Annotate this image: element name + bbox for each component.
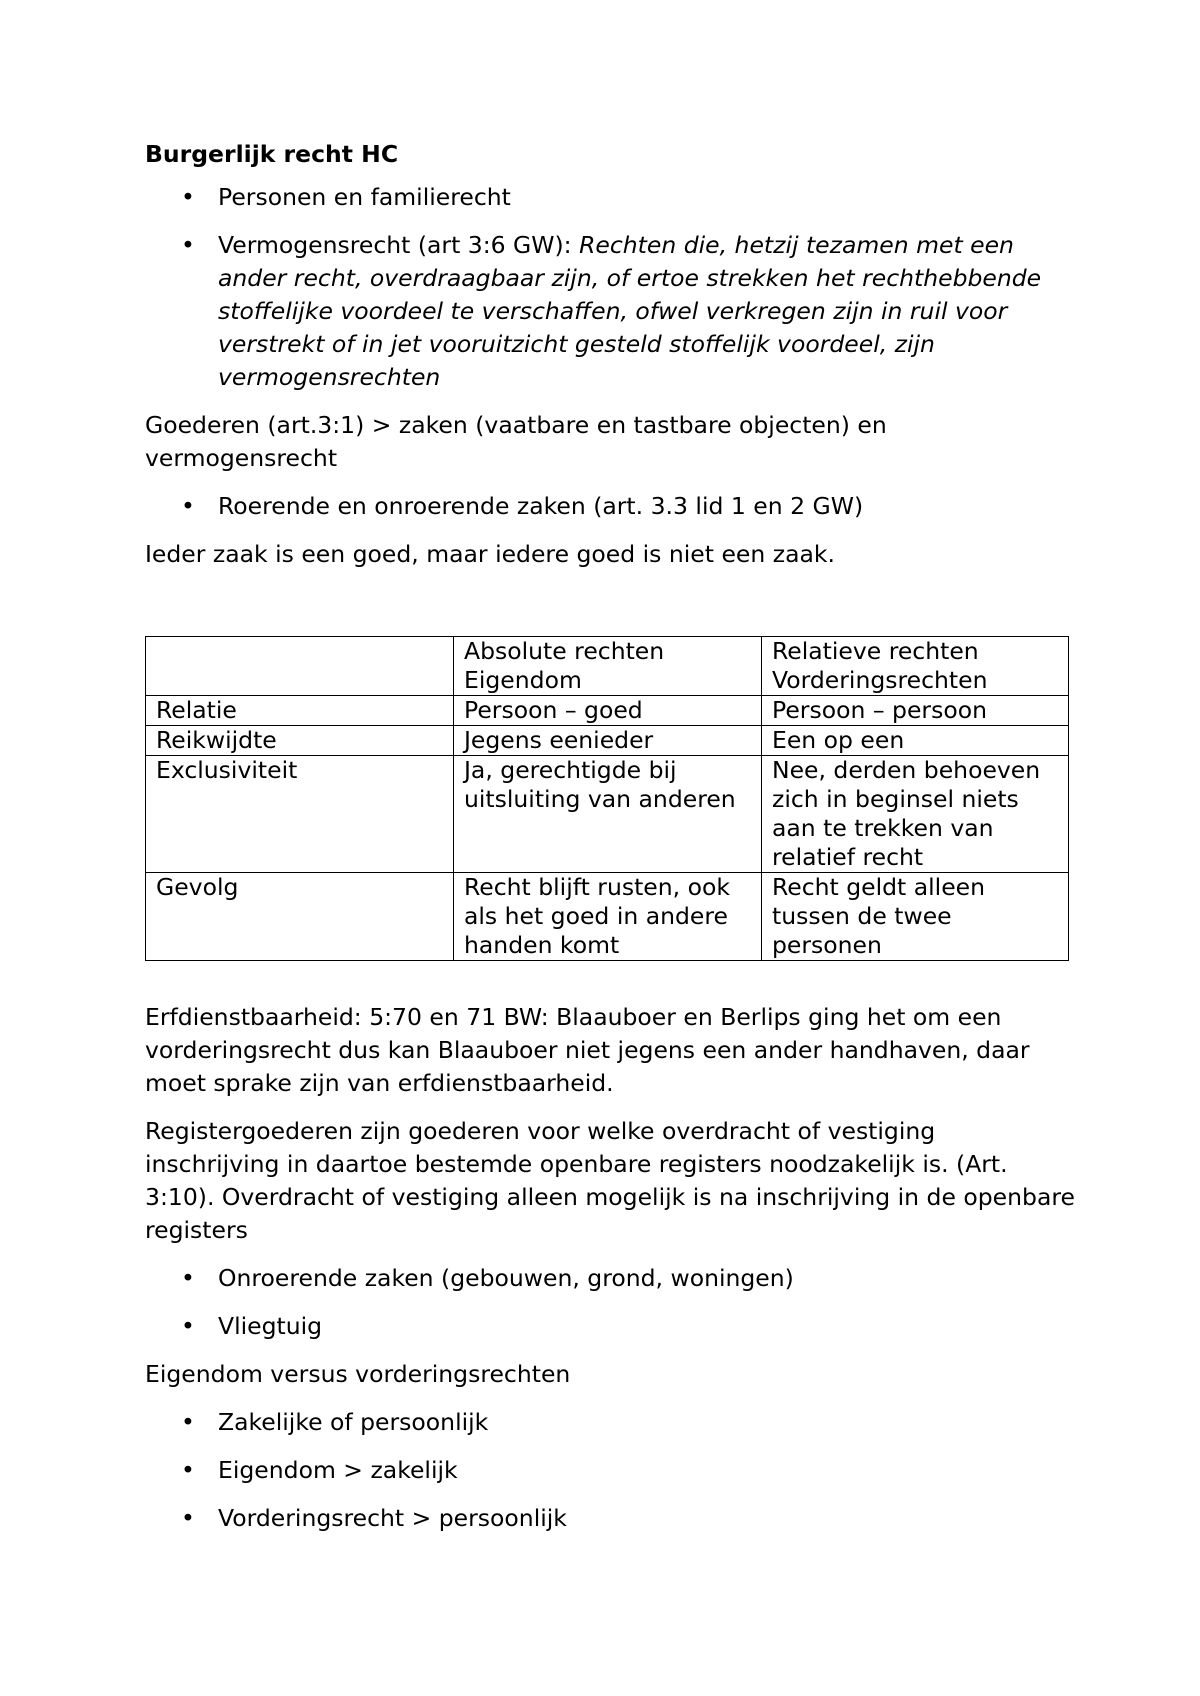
paragraph-goederen: Goederen (art.3:1) > zaken (vaatbare en tastbare objecten) en vermogensrecht [145, 411, 887, 472]
document-page [145, 138, 1075, 1550]
list-item: • Personen en familierecht [145, 181, 1075, 214]
bullet-list-registergoederen [145, 1262, 1075, 1343]
table-row-label: Reikwijdte [146, 726, 454, 756]
bullet-list-eigendom [145, 1406, 1075, 1535]
header-line: Eigendom [464, 666, 582, 694]
list-item: • Roerende en onroerende zaken (art. 3.3 lid 1 en 2 GW) [145, 490, 1075, 523]
spacer [145, 586, 1075, 636]
bullet-list-rechtsgebieden [145, 181, 1075, 394]
table-cell: Een op een [762, 726, 1069, 756]
table-row [146, 696, 1069, 726]
list-item: • Vorderingsrecht > persoonlijk [145, 1502, 1075, 1535]
table-cell: Recht blijft rusten, ook als het goed in andere handen komt [454, 873, 762, 961]
header-line: Relatieve rechten [772, 637, 979, 665]
table-cell: Ja, gerechtigde bij uitsluiting van anderen [454, 756, 762, 873]
table-cell: Nee, derden behoeven zich in beginsel niets aan te trekken van relatief recht [762, 756, 1069, 873]
list-item: • Zakelijke of persoonlijk [145, 1406, 1075, 1439]
bullet-list-zaken [145, 490, 1075, 523]
table-header-absolute [454, 637, 762, 696]
header-line: Absolute rechten [464, 637, 665, 665]
table-header-row [146, 637, 1069, 696]
list-item: • Onroerende zaken (gebouwen, grond, woningen) [145, 1262, 1075, 1295]
rights-comparison-table [145, 636, 1069, 961]
article-quote: Rechten die, hetzij tezamen met een ander recht, overdraagbaar zijn, of ertoe strekken het rechthebbende stoffelijke voordeel te verschaffen, ofwel verkregen zijn in ruil voor verstrekt of in jet vooruitzicht gesteld stoffelijk voordeel, zijn vermogensrechten [218, 231, 1042, 391]
paragraph-zaak-goed: Ieder zaak is een goed, maar iedere goed is niet een zaak. [145, 540, 835, 568]
table-row [146, 873, 1069, 961]
paragraph-registergoederen: Registergoederen zijn goederen voor welke overdracht of vestiging inschrijving in daartoe bestemde openbare registers noodzakelijk is. (Art. 3:10). Overdracht of vestiging alleen mogelijk is na inschrijving in de openbare registers [145, 1117, 1075, 1244]
list-item: • Vliegtuig [145, 1310, 1075, 1343]
header-line: Vorderingsrechten [772, 666, 988, 694]
list-item-text: Vermogensrecht (art 3:6 GW): [218, 231, 580, 259]
table-cell-empty [146, 637, 454, 696]
list-item [145, 229, 1075, 394]
table-row-label: Gevolg [146, 873, 454, 961]
table-row-label: Relatie [146, 696, 454, 726]
table-header-relative [762, 637, 1069, 696]
table-row [146, 756, 1069, 873]
table-row [146, 726, 1069, 756]
paragraph-erfdienstbaarheid: Erfdienstbaarheid: 5:70 en 71 BW: Blaauboer en Berlips ging het om een vorderingsrecht dus kan Blaauboer niet jegens een ander handhaven, daar moet sprake zijn van erfdienstbaarheid. [145, 1003, 1030, 1097]
document-title: Burgerlijk recht HC [145, 140, 399, 168]
table-cell: Recht geldt alleen tussen de twee personen [762, 873, 1069, 961]
table-cell: Jegens eenieder [454, 726, 762, 756]
table-cell: Persoon – goed [454, 696, 762, 726]
table-row-label: Exclusiviteit [146, 756, 454, 873]
table-cell: Persoon – persoon [762, 696, 1069, 726]
paragraph-eigendom-vorderingsrechten: Eigendom versus vorderingsrechten [145, 1360, 571, 1388]
list-item: • Eigendom > zakelijk [145, 1454, 1075, 1487]
